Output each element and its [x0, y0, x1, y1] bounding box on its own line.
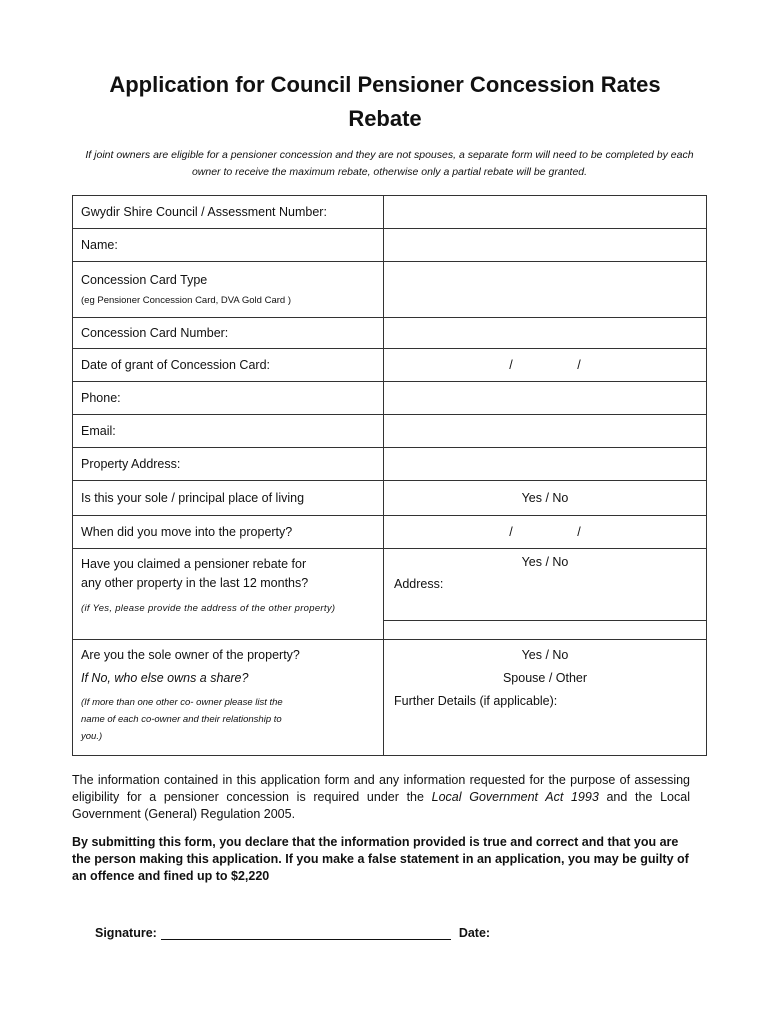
label-grant-date: Date of grant of Concession Card:	[73, 349, 384, 382]
row-card-type	[73, 262, 707, 318]
date-separator: /	[509, 358, 513, 372]
label-property-address: Property Address:	[73, 448, 384, 481]
label-phone: Phone:	[73, 382, 384, 415]
date-label: Date:	[458, 926, 491, 940]
field-name[interactable]	[384, 229, 707, 262]
row-claimed-rebate	[73, 549, 707, 621]
answer-other-address-label: Address:	[394, 577, 444, 591]
row-grant-date	[73, 349, 707, 382]
label-who-else: If No, who else owns a share?	[81, 671, 249, 685]
row-property-address	[73, 448, 707, 481]
label-claimed-rebate-2: any other property in the last 12 months?	[81, 576, 309, 590]
field-assessment[interactable]	[384, 196, 707, 229]
label-principal-place: Is this your sole / principal place of living	[73, 481, 384, 516]
page-title	[0, 68, 770, 136]
label-co-owner-note: (If more than one other co- owner please list the name of each co-owner and their relationship to you.)	[81, 697, 283, 742]
label-email: Email:	[73, 415, 384, 448]
field-other-address[interactable]	[384, 621, 707, 640]
label-moved-in: When did you move into the property?	[73, 516, 384, 549]
intro-note: If joint owners are eligible for a pensioner concession and they are not spouses, a separate form will need to be completed by each owner to receive the maximum rebate, otherwise only a partial rebate will be granted.	[85, 149, 694, 178]
info-text-a: The information contained in this application form and any information requested for the purpose of assessing eligibility for a pensioner concession is required under the	[72, 773, 690, 804]
label-card-number: Concession Card Number:	[73, 318, 384, 349]
label-card-type-example: (eg Pensioner Concession Card, DVA Gold Card )	[81, 295, 291, 306]
row-phone	[73, 382, 707, 415]
date-separator: /	[577, 358, 581, 372]
info-text-b: and the Local Government (General) Regulation 2005.	[72, 790, 690, 821]
information-paragraph	[72, 772, 690, 823]
signature-line[interactable]	[161, 927, 451, 940]
label-assessment: Gwydir Shire Council / Assessment Number:	[73, 196, 384, 229]
row-principal-place	[73, 481, 707, 516]
title-line-2: Rebate	[348, 106, 422, 131]
field-phone[interactable]	[384, 382, 707, 415]
title-line-1: Application for Council Pensioner Concession Rates	[109, 72, 661, 97]
row-name	[73, 229, 707, 262]
date-separator: /	[509, 525, 513, 539]
answer-spouse-other: Spouse / Other	[502, 671, 588, 685]
field-moved-in[interactable]	[384, 516, 707, 549]
field-email[interactable]	[384, 415, 707, 448]
declaration-paragraph: By submitting this form, you declare that the information provided is true and correct and that you are the person making this application. If you make a false statement in an application, you may be guilty of an offence and fined up to $2,220	[72, 835, 689, 883]
signature-label: Signature:	[95, 926, 157, 940]
label-claimed-note: (if Yes, please provide the address of the other property)	[81, 603, 336, 614]
field-card-type[interactable]	[384, 262, 707, 318]
row-moved-in	[73, 516, 707, 549]
field-claimed-rebate[interactable]	[384, 549, 707, 621]
label-sole-owner: Are you the sole owner of the property?	[81, 648, 300, 662]
signature-row	[95, 926, 490, 940]
label-claimed-rebate-1: Have you claimed a pensioner rebate for	[81, 557, 307, 571]
field-sole-owner[interactable]	[384, 640, 707, 756]
application-form-table	[72, 195, 707, 756]
label-card-type: Concession Card Type	[81, 273, 208, 287]
field-property-address[interactable]	[384, 448, 707, 481]
row-sole-owner	[73, 640, 707, 756]
date-separator: /	[577, 525, 581, 539]
field-card-number[interactable]	[384, 318, 707, 349]
field-principal-place[interactable]: Yes / No	[384, 481, 707, 516]
answer-claimed-yes-no: Yes / No	[521, 555, 569, 569]
field-grant-date[interactable]	[384, 349, 707, 382]
answer-further-details: Further Details (if applicable):	[394, 694, 558, 708]
info-act-name: Local Government Act 1993	[431, 790, 599, 804]
row-assessment	[73, 196, 707, 229]
row-card-number	[73, 318, 707, 349]
label-name: Name:	[73, 229, 384, 262]
row-email	[73, 415, 707, 448]
answer-sole-yes-no: Yes / No	[521, 648, 569, 662]
